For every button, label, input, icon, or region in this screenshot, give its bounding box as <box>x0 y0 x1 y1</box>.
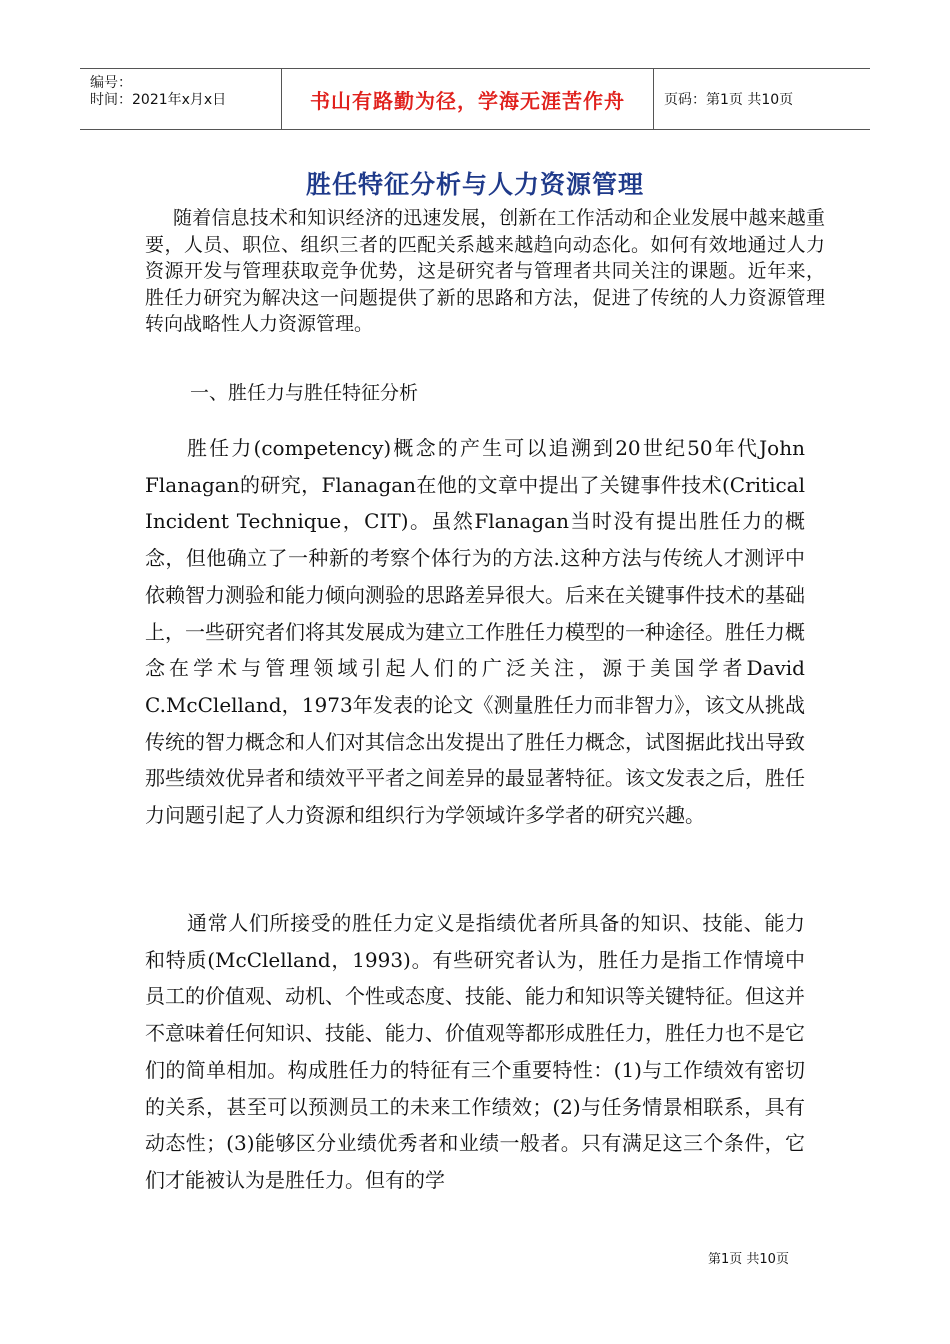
document-number-label: 编号： <box>90 75 132 91</box>
page-header <box>80 68 870 130</box>
header-meta <box>80 69 282 129</box>
header-page-info: 页码：第1页 共10页 <box>664 92 794 108</box>
section-heading: 一、胜任力与胜任特征分析 <box>190 382 419 404</box>
document-title: 胜任特征分析与人力资源管理 <box>305 170 644 199</box>
page-footer: 第1页 共10页 <box>708 1252 789 1267</box>
intro-paragraph: 随着信息技术和知识经济的迅速发展，创新在工作活动和企业发展中越来越重要，人员、职位、组织三者的匹配关系越来越趋向动态化。如何有效地通过人力资源开发与管理获取竞争优势，这是研究者与管理者共同关注的课题。近年来，胜任力研究为解决这一问题提供了新的思路和方法，促进了传统的人力资源管理转向战略性人力资源管理。 <box>145 207 825 335</box>
body-paragraph: 通常人们所接受的胜任力定义是指绩优者所具备的知识、技能、能力和特质(McClelland，1993)。有些研究者认为，胜任力是指工作情境中员工的价值观、动机、个性或态度、技能、能力和知识等关键特征。但这并不意味着任何知识、技能、能力、价值观等都形成胜任力，胜任力也不是它们的简单相加。构成胜任力的特征有三个重要特性：(1)与工作绩效有密切的关系，甚至可以预测员工的未来工作绩效；(2)与任务情景相联系，具有动态性；(3)能够区分业绩优秀者和业绩一般者。只有满足这三个条件，它们才能被认为是胜任力。但有的学 <box>145 911 805 1192</box>
header-motto: 书山有路勤为径，学海无涯苦作舟 <box>282 69 654 129</box>
document-date: 时间：2021年x月x日 <box>90 92 227 108</box>
body-paragraph: 胜任力(competency)概念的产生可以追溯到20世纪50年代John Flanagan的研究，Flanagan在他的文章中提出了关键事件技术(Critical Incident Technique，CIT)。虽然Flanagan当时没有提出胜任力的概念，但他确立了一种新的考察个体行为的方法.这种方法与传统人才测评中依赖智力测验和能力倾向测验的思路差异很大。后来在关键事件技术的基础上，一些研究者们将其发展成为建立工作胜任力模型的一种途径。胜任力概念在学术与管理领域引起人们的广泛关注，源于美国学者David C.McClelland，1973年发表的论文《测量胜任力而非智力》，该文从挑战传统的智力概念和人们对其信念出发提出了胜任力概念，试图据此找出导致那些绩效优异者和绩效平平者之间差异的最显著特征。该文发表之后，胜任力问题引起了人力资源和组织行为学领域许多学者的研究兴趣。 <box>145 436 805 828</box>
